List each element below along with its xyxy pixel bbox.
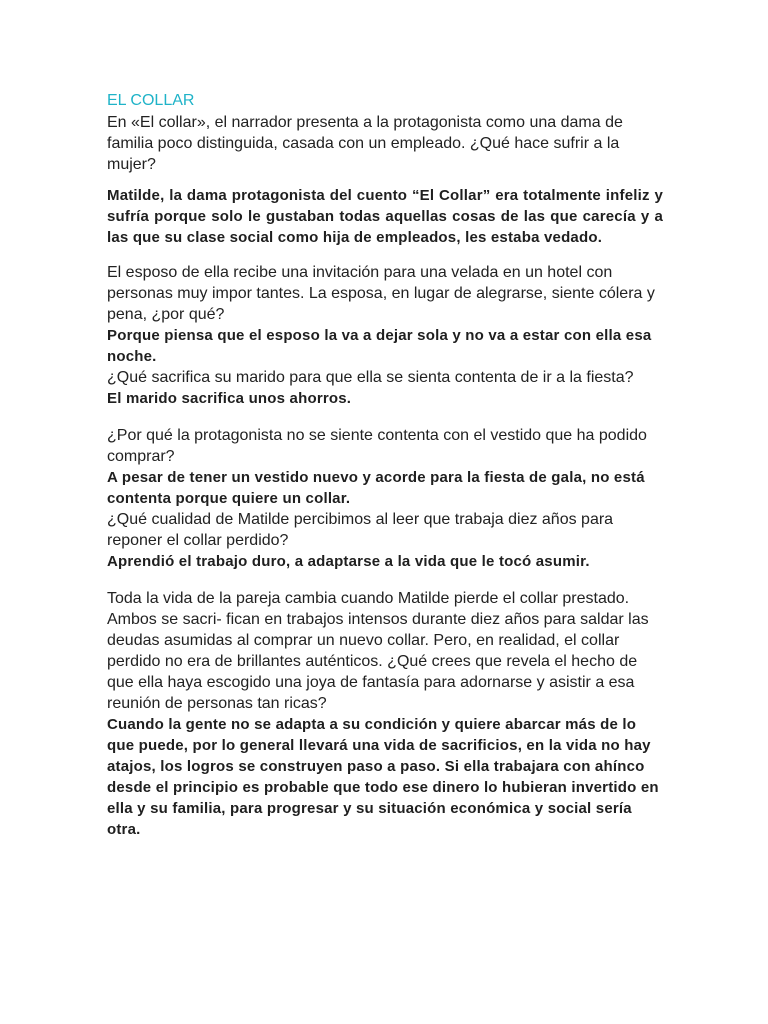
answer-1: Matilde, la dama protagonista del cuento “El Collar” era totalmente infeliz y sufría porque solo le gustaban todas aquellas cosas de las que carecía y a las que su clase social como hija de empleados, les estaba vedado. [107,187,663,246]
question-4: ¿Por qué la protagonista no se siente contenta con el vestido que ha podido comprar? [107,427,647,465]
answer-3: El marido sacrifica unos ahorros. [107,390,352,407]
question-3: ¿Qué sacrifica su marido para que ella se sienta contenta de ir a la fiesta? [107,369,634,386]
question-2: El esposo de ella recibe una invitación para una velada en un hotel con personas muy impor tantes. La esposa, en lugar de alegrarse, siente cólera y pena, ¿por qué? [107,264,655,323]
answer-2: Porque piensa que el esposo la va a dejar sola y no va a estar con ella esa noche. [107,327,652,365]
answer-5: Aprendió el trabajo duro, a adaptarse a la vida que le tocó asumir. [107,553,590,570]
answer-4: A pesar de tener un vestido nuevo y acorde para la fiesta de gala, no está contenta porque quiere un collar. [107,469,645,507]
question-5: ¿Qué cualidad de Matilde percibimos al leer que trabaja diez años para reponer el collar perdido? [107,511,614,549]
answer-6: Cuando la gente no se adapta a su condición y quiere abarcar más de lo que puede, por lo general llevará una vida de sacrificios, en la vida no hay atajos, los logros se construyen paso a paso. Si ella trabajara con ahínco desde el principio es probable que todo ese dinero lo hubieran invertido en ella y su familia, para progresar y su situación económica y social sería otra. [107,716,659,838]
question-6: Toda la vida de la pareja cambia cuando Matilde pierde el collar prestado. Ambos se sacri- fican en trabajos intensos durante diez años para saldar las deudas asumidas al comprar un nuevo collar. Pero, en realidad, el collar perdido no era de brillantes auténticos. ¿Qué crees que revela el hecho de que ella haya escogido una joya de fantasía para adornarse y asistir a esa reunión de personas tan ricas? [107,590,649,712]
document-title: EL COLLAR [107,92,195,109]
document-content [107,90,663,840]
question-1: En «El collar», el narrador presenta a la protagonista como una dama de familia poco distinguida, casada con un empleado. ¿Qué hace sufrir a la mujer? [107,114,623,173]
